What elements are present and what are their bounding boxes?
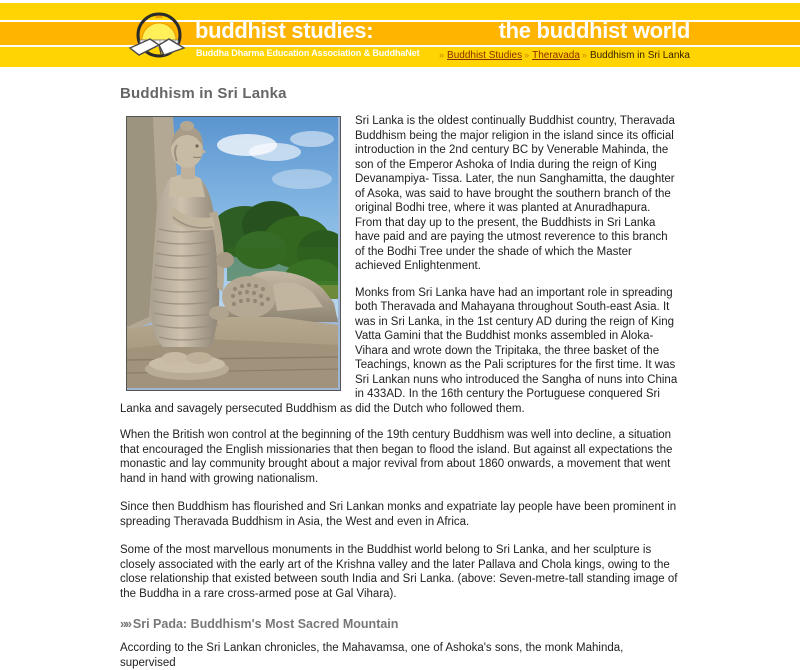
- paragraph-5: Some of the most marvellous monuments in the Buddhist world belong to Sri Lanka, and her sculpture is closely associated with the early art of the Krishna valley and the later Pallava and Chola kings, owing to the close relationship that existed between south India and Sri Lanka. (above: Seven-metre-tall standing image of the Buddha in a rare cross-armed pose at Gal Vihara).: [120, 544, 678, 600]
- banner-bottom-stripe: [0, 47, 800, 67]
- gal-vihara-photo: [126, 116, 341, 391]
- page-title: Buddhism in Sri Lanka: [120, 85, 287, 102]
- double-chevron-icon: »»: [120, 617, 130, 631]
- section-heading-label: Sri Pada: Buddhism's Most Sacred Mountain: [132, 617, 399, 631]
- paragraph-4: Since then Buddhism has flourished and Sri Lankan monks and expatriate lay people have been prominent in spreading Theravada Buddhism in Asia, the West and even in Africa.: [120, 501, 677, 528]
- section-title: the buddhist world: [498, 18, 690, 43]
- intro-block: [120, 114, 680, 428]
- photo-graphic: [127, 117, 338, 388]
- site-banner: [0, 0, 800, 67]
- breadcrumb-separator-icon: »: [439, 50, 445, 60]
- breadcrumb: [437, 50, 690, 61]
- paragraph-2: Monks from Sri Lanka have had an important role in spreading both Theravada and Mahayana throughout South-east Asia. It was in Sri Lanka, in the 1st century AD during the reign of King Vatta Gamini that the Buddhist monks assembled in Aloka-Vihara and wrote down the Tripitaka, the three basket of the Teachings, known as the Pali scriptures for the first time. It was Sri Lankan nuns who introduced the Sangha of nuns into China in 433AD. In the 16th century the Portuguese conquered Sri Lanka and savagely persecuted Buddhism as did the Dutch who followed them.: [120, 286, 678, 415]
- site-title: buddhist studies:: [195, 18, 374, 43]
- breadcrumb-separator-icon: »: [581, 50, 587, 60]
- paragraph-3: When the British won control at the beginning of the 19th century Buddhism was well into decline, a situation that encouraged the English missionaries that then began to flood the island. But against all expectations the monastic and lay community brought about a major revival from about 1860 onwards, a movement that went hand in hand with growing nationalism.: [120, 429, 673, 485]
- section-heading-sri-pada: [120, 617, 680, 631]
- site-subtitle: Buddha Dharma Education Association & BuddhaNet: [196, 48, 420, 58]
- banner-title-band: [0, 18, 800, 45]
- breadcrumb-item-current: Buddhism in Sri Lanka: [589, 50, 690, 61]
- paragraph-1: Sri Lanka is the oldest continually Buddhist country, Theravada Buddhism being the major religion in the island since its official introduction in the 2nd century BC by Venerable Mahinda, the son of the Emperor Ashoka of India during the reign of King Devanampiya- Tissa. Later, the nun Sanghamitta, the daughter of Asoka, was said to have brought the southern branch of the original Bodhi tree, where it was planted at Anuradhapura. From that day up to the present, the Buddhists in Sri Lanka have paid and are paying the utmost reverence to this branch of the Bodhi Tree under the shade of which the Master achieved Enlightenment.: [355, 115, 675, 272]
- breadcrumb-separator-icon: »: [524, 50, 530, 60]
- breadcrumb-item-buddhist-studies[interactable]: Buddhist Studies: [447, 50, 523, 61]
- paragraph-6: According to the Sri Lankan chronicles, the Mahavamsa, one of Ashoka's sons, the monk Mahinda, supervised: [120, 642, 624, 669]
- stupa-book-logo-icon[interactable]: [128, 6, 190, 62]
- breadcrumb-item-theravada[interactable]: Theravada: [532, 50, 580, 61]
- page-content: [0, 85, 800, 670]
